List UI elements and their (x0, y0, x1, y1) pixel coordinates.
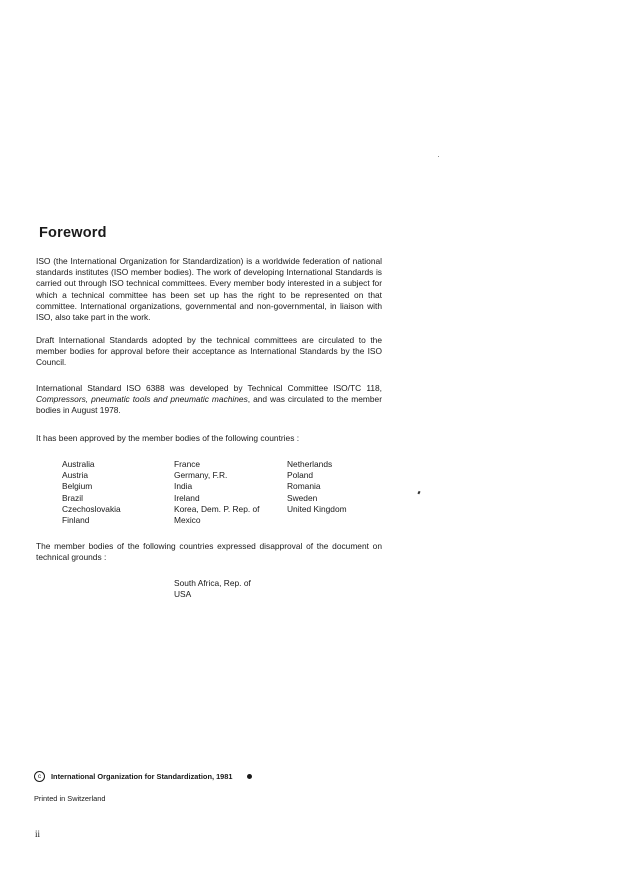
committee-title: Compressors, pneumatic tools and pneumatic machines (36, 394, 248, 405)
foreword-heading: Foreword (39, 225, 107, 241)
country-item: Poland (287, 470, 314, 481)
foreword-paragraph-2: Draft International Standards adopted by the technical committees are circulated to the member bodies for approval before their acceptance as International Standards by the ISO Council. (36, 335, 382, 368)
country-item: Romania (287, 481, 321, 492)
disapproval-intro: The member bodies of the following countries expressed disapproval of the document on technical grounds : (36, 541, 382, 563)
approving-countries-column-1 (62, 459, 121, 526)
scan-speck (417, 491, 420, 494)
approving-countries-column-3 (287, 459, 347, 515)
country-item: Austria (62, 470, 89, 481)
scan-speck (438, 156, 439, 157)
country-item: Korea, Dem. P. Rep. of (174, 503, 260, 514)
paragraph-3-text-end: , and was circulated to the member bodies in August 1978. (36, 394, 382, 416)
bullet-icon (247, 774, 252, 779)
copyright-text: International Organization for Standardization, 1981 (51, 772, 233, 781)
approving-countries-column-2 (174, 459, 260, 526)
country-item: Netherlands (287, 459, 333, 469)
country-item: Sweden (287, 492, 318, 503)
country-item: Australia (62, 459, 95, 469)
country-item: Belgium (62, 481, 93, 492)
country-item: Finland (62, 515, 90, 526)
foreword-paragraph-1: ISO (the International Organization for Standardization) is a worldwide federation of national standards institutes (ISO member bodies). The work of developing International Standards is carried out through ISO technical committees. Every member body interested in a subject for which a technical committee has been set up has the right to be represented on that committee. International organizations, governmental and non-governmental, in liaison with ISO, also take part in the work. (36, 256, 382, 323)
paragraph-3-text-start: International Standard ISO 6388 was developed by Technical Committee ISO/TC 118, (36, 383, 382, 393)
copyright-line (34, 771, 252, 782)
country-item: Czechoslovakia (62, 503, 121, 514)
page-number: ii (35, 829, 41, 839)
country-item: France (174, 459, 201, 469)
country-item: Ireland (174, 492, 200, 503)
country-item: Mexico (174, 515, 201, 526)
printed-location: Printed in Switzerland (34, 794, 106, 803)
country-item: Germany, F.R. (174, 470, 228, 481)
disapproving-countries (174, 578, 251, 600)
foreword-paragraph-3 (36, 383, 382, 417)
country-item: South Africa, Rep. of (174, 578, 251, 588)
country-item: USA (174, 589, 192, 600)
copyright-icon: c (34, 771, 45, 782)
country-item: United Kingdom (287, 503, 347, 514)
country-item: Brazil (62, 492, 83, 503)
approval-intro: It has been approved by the member bodies of the following countries : (36, 433, 300, 443)
country-item: India (174, 481, 193, 492)
